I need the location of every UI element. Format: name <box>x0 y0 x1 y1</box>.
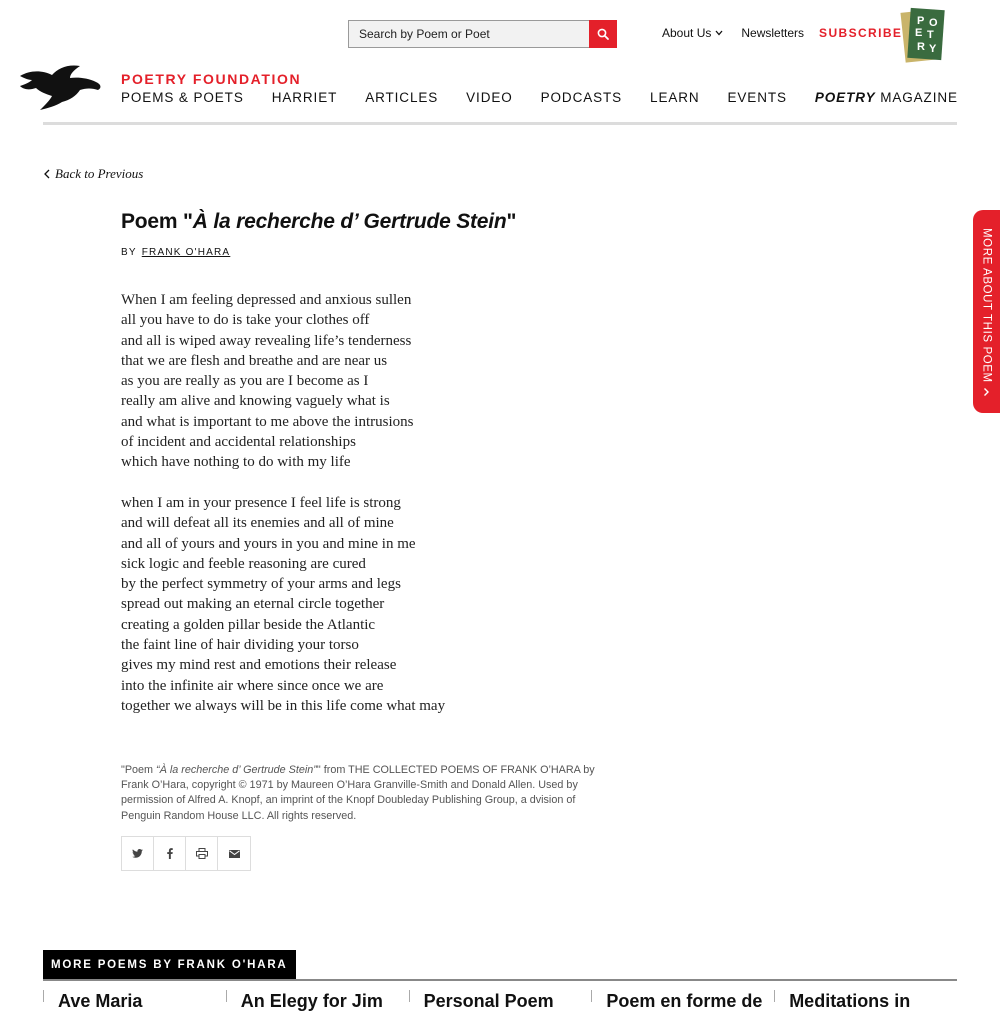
nav-harriet[interactable]: HARRIET <box>271 90 338 105</box>
twitter-icon <box>132 849 143 858</box>
byline-by: BY <box>121 247 137 258</box>
nav-poems-poets[interactable]: POEMS & POETS <box>121 90 244 105</box>
poem-line: really am alive and knowing vaguely what is <box>121 393 390 410</box>
poem-line: and will defeat all its enemies and all of mine <box>121 515 394 532</box>
poem-line: all you have to do is take your clothes off <box>121 312 370 329</box>
poem-title-prefix: Poem " <box>121 210 193 233</box>
share-twitter-button[interactable] <box>122 837 154 870</box>
about-us-link[interactable] <box>662 26 723 40</box>
poem-line: the faint line of hair dividing your torso <box>121 637 359 654</box>
badge-letter: P <box>917 15 925 27</box>
email-icon <box>229 850 240 858</box>
poem-title-italic: À la recherche d’ Gertrude Stein <box>192 210 507 233</box>
poem-credit <box>121 763 601 824</box>
facebook-icon <box>167 848 173 859</box>
search-bar <box>348 20 617 48</box>
badge-letter: Y <box>929 43 937 55</box>
poem-body <box>121 290 445 737</box>
badge-letter: R <box>917 41 925 53</box>
subscribe-link[interactable]: SUBSCRIBE <box>819 26 903 40</box>
poem-line: and all of yours and yours in you and mine in me <box>121 535 416 552</box>
nav-learn[interactable]: LEARN <box>650 90 700 105</box>
poem-line: together we always will be in this life come what may <box>121 697 446 714</box>
more-about-poem-label-wrap <box>981 228 993 395</box>
byline <box>121 247 230 258</box>
share-print-button[interactable] <box>186 837 218 870</box>
newsletters-link[interactable]: Newsletters <box>741 26 805 40</box>
poem-line: when I am in your presence I feel life is strong <box>121 494 401 511</box>
more-poems-list <box>43 990 957 1011</box>
badge-letter: T <box>927 29 934 41</box>
pegasus-logo[interactable] <box>18 62 102 112</box>
search-icon <box>597 28 609 40</box>
more-poem-item[interactable]: Ave Maria <box>43 990 226 1002</box>
poetry-magazine-badge[interactable] <box>903 8 945 62</box>
brand-title[interactable]: POETRY FOUNDATION <box>121 71 302 87</box>
nav-events[interactable]: EVENTS <box>727 90 787 105</box>
about-us-label: About Us <box>662 26 712 40</box>
author-link[interactable]: FRANK O'HARA <box>141 247 231 258</box>
more-poem-item[interactable]: An Elegy for Jim <box>226 990 409 1002</box>
more-about-poem-label: MORE ABOUT THIS POEM <box>980 228 993 383</box>
back-link-label: Back to Previous <box>55 166 144 181</box>
more-poem-item[interactable]: Meditations in <box>774 990 957 1002</box>
main-nav <box>121 90 958 105</box>
chevron-left-icon <box>44 169 50 179</box>
poem-stanza <box>121 290 445 473</box>
badge-letter: E <box>915 27 923 39</box>
poem-line: creating a golden pillar beside the Atlantic <box>121 616 376 633</box>
poem-line: sick logic and feeble reasoning are cured <box>121 555 366 572</box>
more-poems-divider <box>43 979 957 981</box>
more-poem-item[interactable]: Personal Poem <box>409 990 592 1002</box>
chevron-down-icon <box>984 387 990 396</box>
nav-magazine-italic: POETRY <box>814 90 876 105</box>
poem-line: gives my mind rest and emotions their release <box>121 657 397 674</box>
poem-line: and what is important to me above the intrusions <box>121 413 414 430</box>
more-about-poem-tab[interactable] <box>973 210 1000 413</box>
poem-line: that we are flesh and breathe and are near us <box>121 352 388 369</box>
poem-line: spread out making an eternal circle together <box>121 596 385 613</box>
poem-line: as you are really as you are I become as I <box>121 373 369 390</box>
print-icon <box>196 848 208 859</box>
poem-line: into the infinite air where since once we are <box>121 677 384 694</box>
more-poems-header: MORE POEMS BY FRANK O'HARA <box>43 950 296 980</box>
nav-video[interactable]: VIDEO <box>466 90 513 105</box>
badge-letter: O <box>929 17 938 29</box>
poem-line: by the perfect symmetry of your arms and legs <box>121 576 401 593</box>
share-facebook-button[interactable] <box>154 837 186 870</box>
credit-prefix: "Poem <box>121 764 157 776</box>
poem-stanza <box>121 493 445 716</box>
nav-divider <box>43 122 957 125</box>
poem-title-suffix: " <box>506 210 517 233</box>
share-email-button[interactable] <box>218 837 250 870</box>
search-input[interactable] <box>348 20 589 48</box>
share-toolbar <box>121 836 251 871</box>
poem-title <box>121 210 516 234</box>
nav-poetry-magazine[interactable] <box>815 90 958 105</box>
more-poem-item[interactable]: Poem en forme de <box>591 990 774 1002</box>
nav-magazine-rest: MAGAZINE <box>875 90 958 105</box>
poem-line: of incident and accidental relationships <box>121 434 356 451</box>
nav-podcasts[interactable]: PODCASTS <box>540 90 623 105</box>
poem-line: and all is wiped away revealing life’s tenderness <box>121 332 412 349</box>
utility-nav <box>662 26 902 40</box>
search-button[interactable] <box>589 20 617 48</box>
nav-articles[interactable]: ARTICLES <box>365 90 439 105</box>
chevron-down-icon <box>715 30 723 36</box>
credit-italic: “À la recherche d’ Gertrude Stein” <box>156 764 317 776</box>
poem-line: When I am feeling depressed and anxious sullen <box>121 292 412 308</box>
credit-rest: " from THE COLLECTED POEMS OF FRANK O’HARA by Frank O’Hara, copyright © 1971 by Maureen O’Hara Granville-Smith and Donald Allen. Used by permission of Alfred A. Knopf, an imprint of the Knopf Doubleday Publishing Group, a dvision of Penguin Random House LLC. All rights reserved. <box>121 764 595 822</box>
back-to-previous-link[interactable] <box>44 166 143 182</box>
poem-line: which have nothing to do with my life <box>121 454 351 471</box>
